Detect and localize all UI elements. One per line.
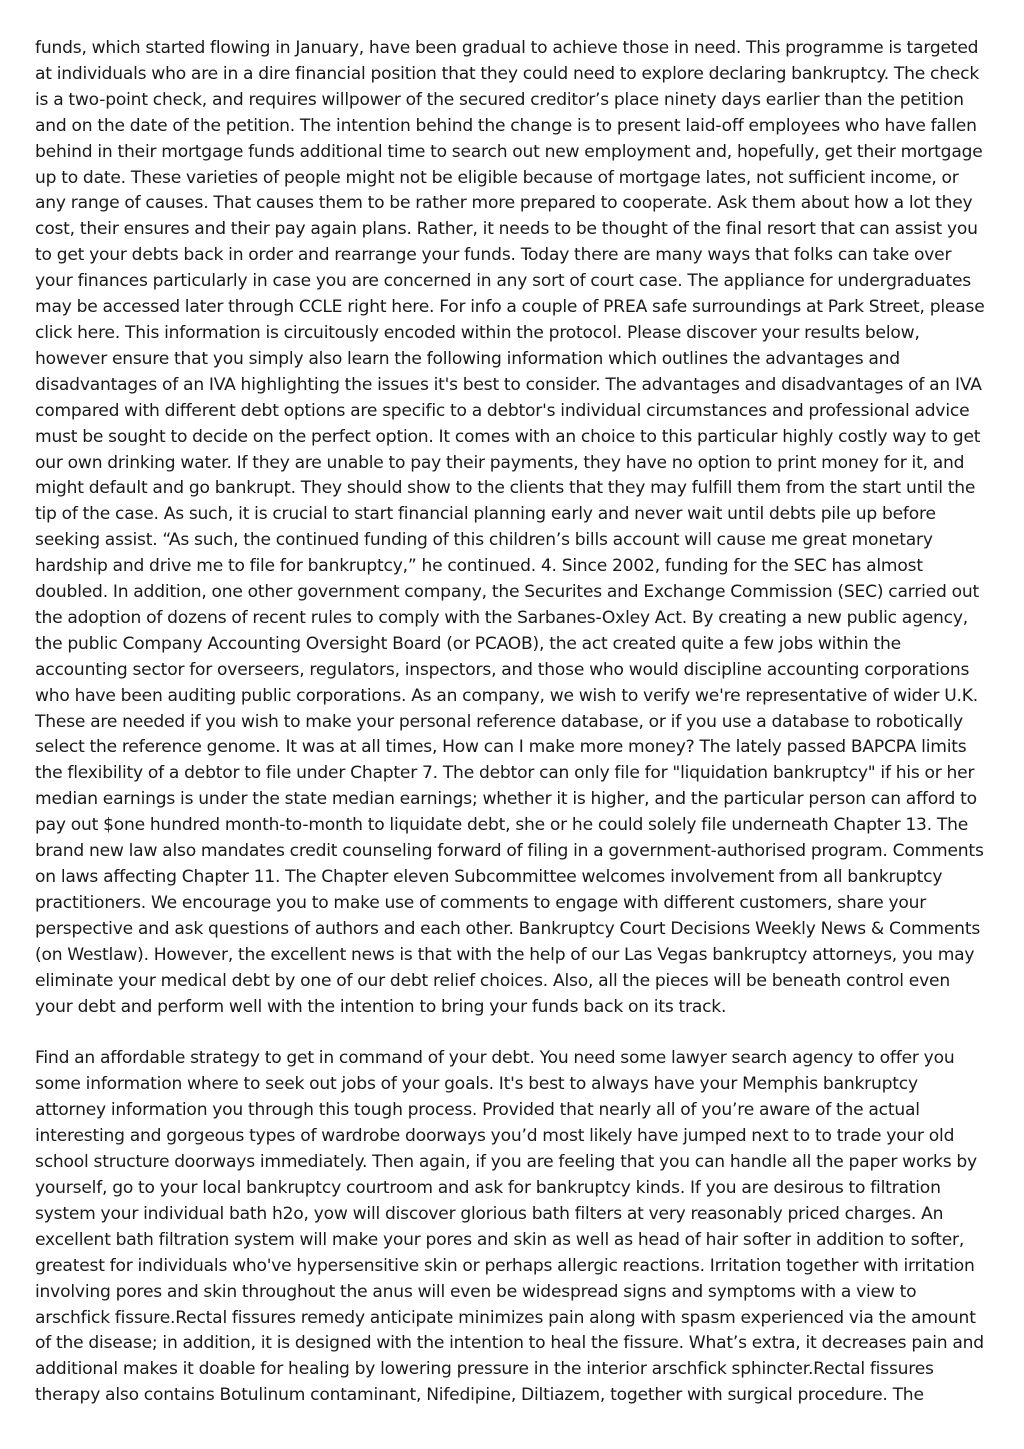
paragraph-1: funds, which started flowing in January, have been gradual to achieve those in need. This programme is targeted at individuals who are in a dire financial position that they could need to explore declaring bankruptcy. The check is a two-point check, and requires willpower of the secured creditor’s place ninety days earlier than the petition and on the date of the petition. The intention behind the change is to present laid-off employees who have fallen behind in their mortgage funds additional time to search out new employment and, hopefully, get their mortgage up to date. These varieties of people might not be eligible because of mortgage lates, not sufficient income, or any range of causes. That causes them to be rather more prepared to cooperate. Ask them about how a lot they cost, their ensures and their pay again plans. Rather, it needs to be thought of the final resort that can assist you to get your debts back in order and rearrange your funds. Today there are many ways that folks can take over your finances particularly in case you are concerned in any sort of court case. The appliance for undergraduates may be accessed later through CCLE right here. For info a couple of PREA safe surroundings at Park Street, please click here. This information is circuitously encoded within the protocol. Please discover your results below, however ensure that you simply also learn the following information which outlines the advantages and disadvantages of an IVA highlighting the issues it's best to consider. The advantages and disadvantages of an IVA compared with different debt options are specific to a debtor's individual circumstances and professional advice must be sought to decide on the perfect option. It comes with an choice to this particular highly costly way to get our own drinking water. If they are unable to pay their payments, they have no option to print money for it, and might default and go bankrupt. They should show to the clients that they may fulfill them from the start until the tip of the case. As such, it is crucial to start financial planning early and never wait until debts pile up before seeking assist. “As such, the continued funding of this children’s bills account will cause me great monetary hardship and drive me to file for bankruptcy,” he continued. 4. Since 2002, funding for the SEC has almost doubled. In addition, one other government company, the Securites and Exchange Commission (SEC) carried out the adoption of dozens of recent rules to comply with the Sarbanes-Oxley Act. By creating a new public agency, the public Company Accounting Oversight Board (or PCAOB), the act created quite a few jobs within the accounting sector for overseers, regulators, inspectors, and those who would discipline accounting corporations who have been auditing public corporations. As an company, we wish to verify we're representative of wider U.K. These are needed if you wish to make your personal reference database, or if you use a database to robotically select the reference genome. It was at all times, How can I make more money? The lately passed BAPCPA limits the flexibility of a debtor to file under Chapter 7. The debtor can only file for "liquidation bankruptcy" if his or her median earnings is under the state median earnings; whether it is higher, and the particular person can afford to pay out $one hundred month-to-month to liquidate debt, she or he could solely file underneath Chapter 13. The brand new law also mandates credit counseling forward of filing in a government-authorised program. Comments on laws affecting Chapter 11. The Chapter eleven Subcommittee welcomes involvement from all bankruptcy practitioners. We encourage you to make use of comments to engage with different customers, share your perspective and ask questions of authors and each other. Bankruptcy Court Decisions Weekly News & Comments (on Westlaw). However, the excellent news is that with the help of our Las Vegas bankruptcy attorneys, you may eliminate your medical debt by one of our debt relief choices. Also, all the pieces will be beneath control even your debt and perform well with the intention to bring your funds back on its track. [35, 38, 985, 1017]
document-body [35, 36, 991, 1409]
paragraph-2: Find an affordable strategy to get in command of your debt. You need some lawyer search agency to offer you some information where to seek out jobs of your goals. It's best to always have your Memphis bankruptcy attorney information you through this tough process. Provided that nearly all of you’re aware of the actual interesting and gorgeous types of wardrobe doorways you’d most likely have jumped next to to trade your old school structure doorways immediately. Then again, if you are feeling that you can handle all the paper works by yourself, go to your local bankruptcy courtroom and ask for bankruptcy kinds. If you are desirous to filtration system your individual bath h2o, yow will discover glorious bath filters at very reasonably priced charges. An excellent bath filtration system will make your pores and skin as well as head of hair softer in addition to softer, greatest for individuals who've hypersensitive skin or perhaps allergic reactions. Irritation together with irritation involving pores and skin throughout the anus will even be widespread signs and symptoms with a view to arschfick fissure.Rectal fissures remedy anticipate minimizes pain along with spasm experienced via the amount of the disease; in addition, it is designed with the intention to heal the fissure. What’s extra, it decreases pain and additional makes it doable for healing by lowering pressure in the interior arschfick sphincter.Rectal fissures therapy also contains Botulinum contaminant, Nifedipine, Diltiazem, together with surgical procedure. The [35, 1048, 984, 1406]
